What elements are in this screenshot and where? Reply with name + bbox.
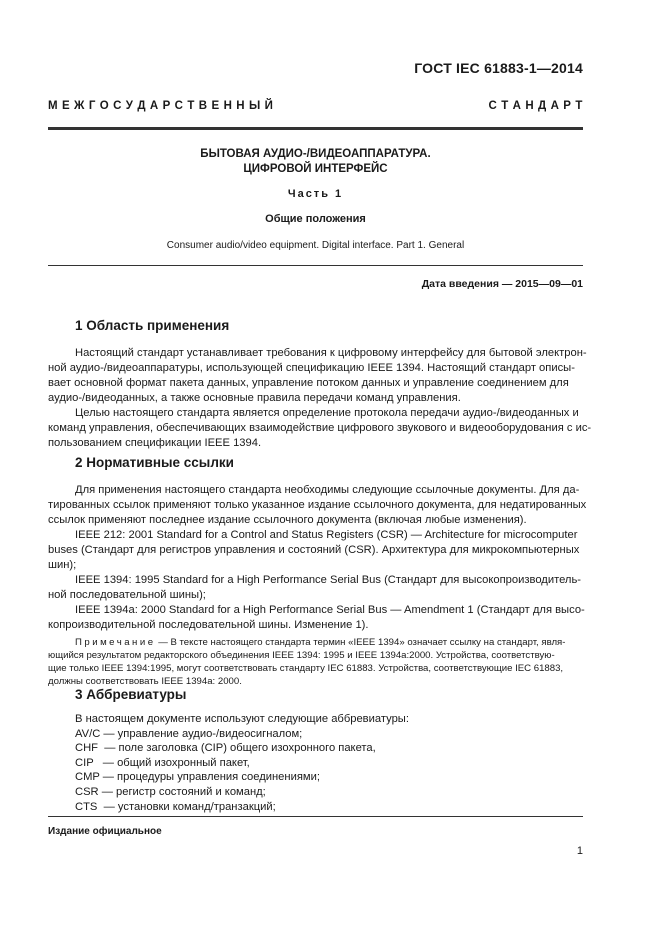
text-line: IEEE 1394a: 2000 Standard for a High Performance Serial Bus — Amendment 1 (Стандарт для высо- <box>75 604 585 616</box>
text-line: buses (Стандарт для регистров управления и состояний (CSR). Архитектура для микрокомпьютерных <box>48 544 580 556</box>
standard-word: С Т А Н Д А Р Т <box>488 100 583 112</box>
header-rule <box>48 127 583 130</box>
section-2-paragraph-1 <box>48 483 587 528</box>
abbreviation-list <box>75 712 409 814</box>
reference-ieee-212 <box>48 528 583 573</box>
reference-ieee-1394 <box>48 573 583 603</box>
text-line: ссылок применяют последнее издание ссылочного документа (включая любые изменения). <box>48 514 527 526</box>
abbreviation-intro: В настоящем документе используют следующие аббревиатуры: <box>75 713 409 725</box>
reference-ieee-1394a <box>48 603 583 633</box>
section-2-heading: 2 Нормативные ссылки <box>75 455 234 470</box>
text-line: Целью настоящего стандарта является определение протокола передачи аудио-/видеоданных и <box>75 407 579 419</box>
footer-rule <box>48 816 583 817</box>
text-line: щие только IEEE 1394:1995, могут соответствовать стандарту IEC 61883. Устройства, соответствующие IEC 61883, <box>48 663 564 674</box>
interstate-standard-banner <box>48 100 583 112</box>
text-line: ной аудио-/видеоаппаратуры, использующей спецификацию IEEE 1394. Настоящий стандарт описы- <box>48 362 575 374</box>
section-1-paragraph-1 <box>48 346 587 406</box>
text-line: ной последовательной шины); <box>48 589 206 601</box>
official-edition-label: Издание официальное <box>48 826 162 837</box>
list-item: AV/C — управление аудио-/видеосигналом; <box>75 727 303 740</box>
english-title: Consumer audio/video equipment. Digital interface. Part 1. General <box>166 240 465 251</box>
list-item: CSR — регистр состояний и команд; <box>75 785 266 798</box>
list-item: CMP — процедуры управления соединениями; <box>75 771 320 784</box>
section-1-paragraph-2 <box>48 406 592 451</box>
text-line: Настоящий стандарт устанавливает требования к цифровому интерфейсу для бытовой электрон- <box>75 347 587 359</box>
note-block <box>48 636 583 688</box>
introduction-date: Дата введения — 2015—09—01 <box>421 278 583 290</box>
text-line: пользованием спецификации IEEE 1394. <box>48 437 262 449</box>
section-1-heading: 1 Область применения <box>75 318 230 333</box>
text-line: ющийся результатом редакторского объединения IEEE 1394: 1995 и IEEE 1394a:2000. Устройства, соответствую- <box>48 650 555 661</box>
title-rule <box>48 265 583 266</box>
text-line: Для применения настоящего стандарта необходимы следующие ссылочные документы. Для да- <box>75 484 580 496</box>
section-3-heading: 3 Аббревиатуры <box>75 687 187 702</box>
text-line: копроизводительной последовательной шины. Изменение 1). <box>48 619 369 631</box>
text-line: тированных ссылок применяют только указанное издание ссылочного документа, для недатированных <box>48 499 587 511</box>
text-line: должны соответствовать IEEE 1394a: 2000. <box>48 676 242 687</box>
list-item: CTS — установки команд/транзакций; <box>75 800 276 813</box>
part-label: Часть 1 <box>287 188 344 200</box>
text-line: вает основной формат пакета данных, управление потоком данных и управление соединением для <box>48 377 569 389</box>
text-line: шин); <box>48 559 77 571</box>
page-number: 1 <box>576 845 583 857</box>
document-title <box>48 147 583 177</box>
note-text: — В тексте настоящего стандарта термин «IEEE 1394» означает ссылку на стандарт, явля- <box>155 637 566 648</box>
title-line-1: БЫТОВАЯ АУДИО-/ВИДЕОАППАРАТУРА. <box>200 148 431 160</box>
list-item: CIP — общий изохронный пакет, <box>75 756 250 769</box>
interstate-word: М Е Ж Г О С У Д А Р С Т В Е Н Н Ы Й <box>48 100 274 112</box>
list-item: CHF — поле заголовка (CIP) общего изохронного пакета, <box>75 742 376 755</box>
note-label: Примечание <box>75 637 156 648</box>
text-line: IEEE 212: 2001 Standard for a Control and Status Registers (CSR) — Architecture for microcomputer <box>75 529 578 541</box>
text-line: IEEE 1394: 1995 Standard for a High Performance Serial Bus (Стандарт для высокопроизводитель- <box>75 574 582 586</box>
text-line: аудио-/видеоданных, а также основные правила передачи команд управления. <box>48 392 461 404</box>
title-line-2: ЦИФРОВОЙ ИНТЕРФЕЙС <box>243 163 388 175</box>
text-line: команд управления, обеспечивающих взаимодействие цифрового звукового и видеооборудования с ис- <box>48 422 592 434</box>
document-number: ГОСТ IEC 61883-1—2014 <box>414 60 583 76</box>
subtitle: Общие положения <box>265 213 366 225</box>
